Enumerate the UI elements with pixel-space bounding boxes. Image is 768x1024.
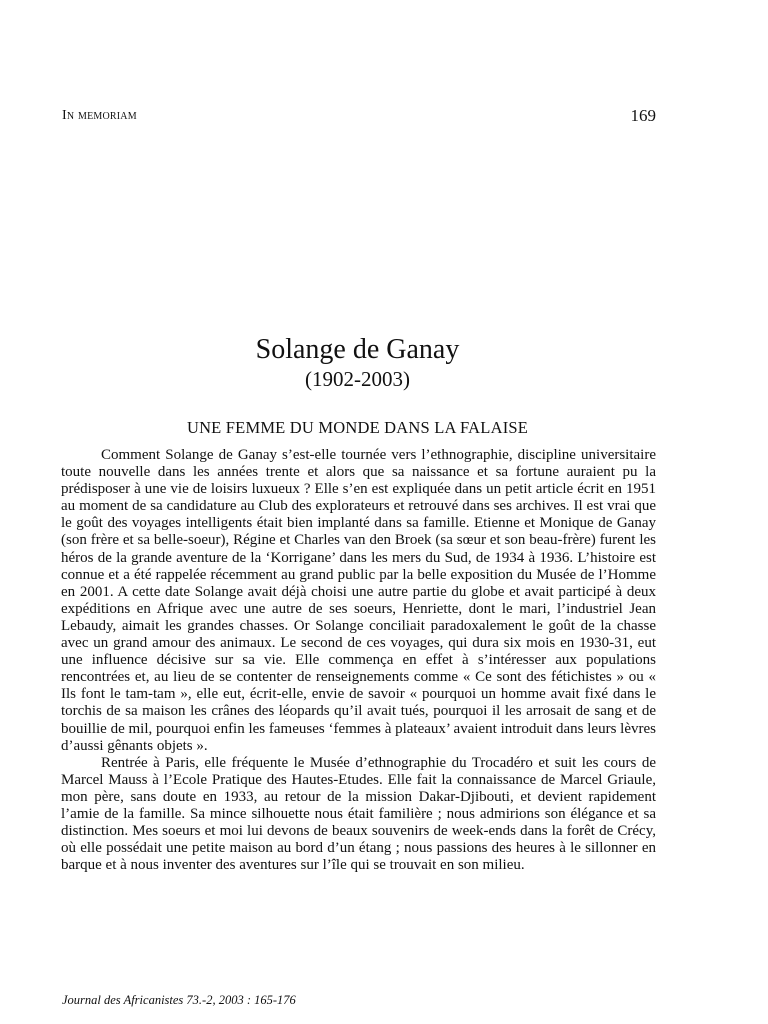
page-number: 169 (630, 106, 656, 125)
paragraph: Rentrée à Paris, elle fréquente le Musée d’ethnographie du Trocadéro et suit les cours de Marcel Mauss à l’Ecole Pratique des Hautes-Etudes. Elle fait la connaissance de Marcel Griaule, mon père, sans doute en 1933, au retour de la mission Dakar-Djibouti, et devient rapidement l’amie de la famille. Sa mince silhouette nous était familière ; nous admirions son élégance et sa distinction. Mes soeurs et moi lui devons de beaux souvenirs de week-ends dans la forêt de Crécy, où elle possédait une petite maison au bord d’un étang ; nous passions des heures à le sillonner en barque et à nous inventer des aventures sur l’île qui se trouvait en son milieu. (61, 754, 656, 874)
journal-citation: Journal des Africanistes 73.-2, 2003 : 165-176 (62, 993, 296, 1007)
section-heading: UNE FEMME DU MONDE DANS LA FALAISE (186, 418, 529, 437)
article-dates: (1902-2003) (305, 367, 410, 391)
paragraph: Comment Solange de Ganay s’est-elle tournée vers l’ethnographie, discipline universitaire toute nouvelle dans les années trente et alors que sa naissance et sa fortune auraient pu la prédisposer à une vie de loisirs luxueux ? Elle s’en est expliquée dans un petit article écrit en 1951 au moment de sa candidature au Club des explorateurs et retrouvé dans ses archives. Il est vrai que le goût des voyages intelligents était bien implanté dans sa famille. Etienne et Monique de Ganay (son frère et sa belle-soeur), Régine et Charles van den Broek (sa sœur et son beau-frère) furent les héros de la grande aventure de la ‘Korrigane’ dans les mers du Sud, de 1934 à 1936. L’histoire est connue et a été rappelée récemment au grand public par la belle exposition du Musée de l’Homme en 2001. A cette date Solange avait déjà choisi une autre partie du globe et avait participé à deux expéditions en Afrique avec une autre de ses soeurs, Henriette, dont le mari, l’industriel Jean Lebaudy, aimait les grandes chasses. Or Solange conciliait paradoxalement le goût de la chasse avec un grand amour des animaux. Le second de ces voyages, qui dura six mois en 1930-31, eut une influence décisive sur sa vie. Elle commença en effet à s’intéresser aux populations rencontrées et, au lieu de se contenter de renseignements comme « Ce sont des fétichistes » ou « Ils font le tam-tam », elle eut, écrit-elle, envie de savoir « pourquoi un homme avait fixé dans le torchis de sa maison les crânes des léopards qu’il avait tués, pourquoi il les arrosait de sang et de bouillie de mil, pourquoi enfin les fameuses ‘femmes à plateaux’ avaient introduit dans leurs lèvres d’aussi gênants objets ». (61, 447, 656, 754)
article-title: Solange de Ganay (255, 334, 460, 365)
running-head (62, 108, 137, 124)
article-body (61, 447, 656, 874)
running-head-text: In memoriam (62, 108, 137, 123)
